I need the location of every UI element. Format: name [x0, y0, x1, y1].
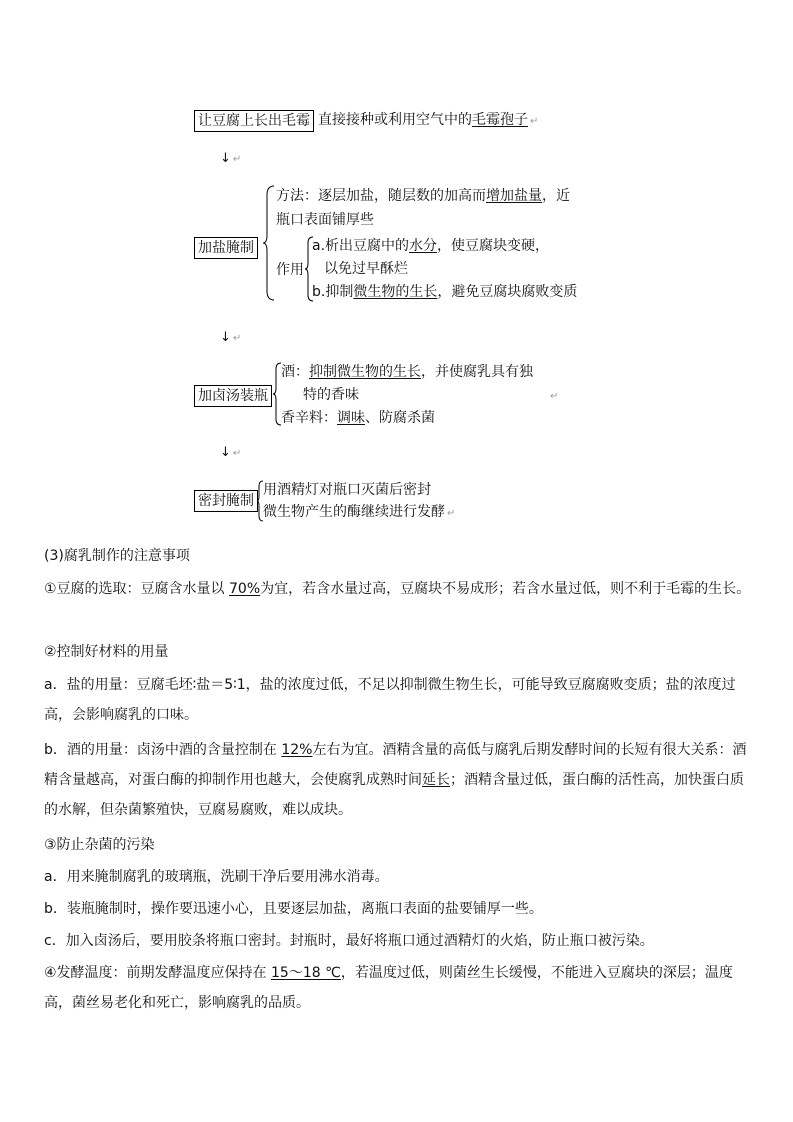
down-arrow-icon: ↓ ↵ — [220, 151, 242, 166]
paragraph-tofu-selection: ①豆腐的选取：豆腐含水量以 70%为宜，若含水量过高，豆腐块不易成形；若含水量过低，则不利于毛霉的生长。 — [44, 581, 751, 597]
paragraph-bottling: b．装瓶腌制时，操作要迅速小心，且要逐层加盐，离瓶口表面的盐要铺厚一些。 — [44, 901, 543, 917]
brine-wine-line2: 特的香味 — [303, 387, 359, 403]
paragraph-temperature: ④发酵温度：前期发酵温度应保持在 15～18 ℃，若温度过低，则菌丝生长缓慢，不能进入豆腐块的深层；温度高，菌丝易老化和死亡，影响腐乳的品质。 — [44, 965, 733, 1011]
paragraph-bottle-sterilize: a．用来腌制腐乳的玻璃瓶，洗刷干净后要用沸水消毒。 — [44, 869, 389, 885]
brine-wine: 酒：抑制微生物的生长，并使腐乳具有独 — [281, 364, 533, 380]
salting-use-label: 作用 — [276, 262, 304, 278]
step-box-seal: 密封腌制 — [194, 490, 258, 512]
paragraph-mark-icon: ↵ — [530, 116, 539, 127]
brine-spice: 香辛料：调味、防腐杀菌 — [281, 410, 435, 426]
down-arrow-icon: ↓ ↵ — [220, 330, 242, 345]
paragraph-contamination: ③防止杂菌的污染 — [44, 837, 155, 853]
step-box-mold: 让豆腐上长出毛霉 — [194, 110, 314, 132]
salting-use-a-line2: 以免过早酥烂 — [324, 261, 408, 277]
salting-use-b: b.抑制微生物的生长，避免豆腐块腐败变质 — [312, 284, 578, 300]
section-heading: (3)腐乳制作的注意事项 — [44, 548, 190, 564]
paragraph-mark-icon: ↵ — [550, 391, 559, 402]
salting-method: 方法：逐层加盐，随层数的加高而增加盐量，近 — [276, 188, 570, 204]
salting-use-a: a.析出豆腐中的水分，使豆腐块变硬， — [312, 238, 550, 254]
paragraph-salt-amount: a．盐的用量：豆腐毛坯∶盐＝5∶1，盐的浓度过低，不足以抑制微生物生长，可能导致豆腐腐败变质；盐的浓度过高，会影响腐乳的口味。 — [44, 677, 736, 723]
step1-underlined: 毛霉孢子 — [472, 112, 528, 128]
step-box-brine: 加卤汤装瓶 — [194, 385, 272, 407]
step1-description — [318, 110, 538, 132]
brace-icon — [262, 185, 276, 301]
step1-text: 直接接种或利用空气中的 — [318, 112, 472, 128]
seal-line2: 微生物产生的酶继续进行发酵 ↵ — [263, 504, 456, 520]
paragraph-material-amount: ②控制好材料的用量 — [44, 644, 169, 660]
step-box-salting: 加盐腌制 — [194, 237, 258, 259]
salting-method-line2: 瓶口表面铺厚些 — [276, 212, 374, 228]
seal-line1: 用酒精灯对瓶口灭菌后密封 — [263, 482, 431, 498]
down-arrow-icon: ↓ ↵ — [220, 445, 242, 460]
paragraph-wine-amount: b．酒的用量：卤汤中酒的含量控制在 12%左右为宜。酒精含量的高低与腐乳后期发酵时间的长短有很大关系：酒精含量越高，对蛋白酶的抑制作用也越大，会使腐乳成熟时间延长；酒精含量过低，蛋白酶的活性高，加快蛋白质的水解，但杂菌繁殖快，豆腐易腐败，难以成块。 — [44, 742, 747, 818]
paragraph-sealing: c．加入卤汤后，要用胶条将瓶口密封。封瓶时，最好将瓶口通过酒精灯的火焰，防止瓶口被污染。 — [44, 933, 654, 949]
